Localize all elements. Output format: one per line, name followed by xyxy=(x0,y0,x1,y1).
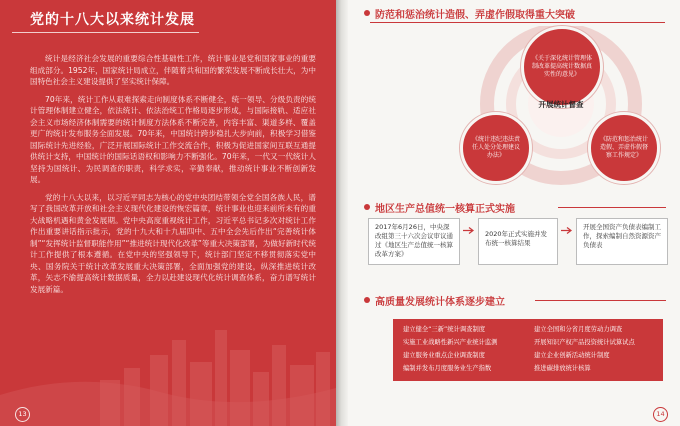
table-cell: 实施工业战略性新兴产业统计监测 xyxy=(403,339,498,346)
bubble-inspection-rules: 《防范和惩治统计造假、弄虚作假督察工作规定》 xyxy=(588,112,660,184)
bullet-dot-icon xyxy=(364,204,370,210)
table-cell: 编制并发布月度服务业生产指数 xyxy=(403,365,492,372)
supervision-diagram xyxy=(466,26,680,186)
timeline-step-balance-sheet: 开展全国资产负债表编制工作，探索编制自然资源资产负债表 xyxy=(576,218,668,265)
bullet-dot-icon xyxy=(364,10,370,16)
statistics-system-table xyxy=(393,319,663,381)
section-heading xyxy=(348,5,680,21)
left-page xyxy=(0,0,336,426)
section-divider xyxy=(370,22,665,23)
timeline-step-2020: 2020年正式实施并发布统一核算结果 xyxy=(478,218,558,265)
book-spine xyxy=(336,0,348,426)
table-cell: 建立服务业重点企业调查制度 xyxy=(403,352,485,359)
body-paragraph: 统计是经济社会发展的重要综合性基础性工作，统计事业是党和国家事业的重要组成部分。1952年，国家统计局成立，伴随着共和国的繁荣发展不断成长壮大，为中国特色社会主义建设提供了坚实统计保障。 xyxy=(30,54,316,86)
section-title: 地区生产总值统一核算正式实施 xyxy=(375,204,515,215)
timeline-step-2017: 2017年6月26日，中央深改组第三十六次会议审议通过《地区生产总值统一核算改革方案》 xyxy=(368,218,460,265)
title-underline xyxy=(12,32,199,33)
section-title: 防范和惩治统计造假、弄虚作假取得重大突破 xyxy=(375,10,575,21)
arrow-right-icon xyxy=(561,227,573,234)
body-paragraph: 70年来，统计工作从艰难探索走向制度体系不断健全，统一领导、分级负责的统计管理体制建立健全，依法统计、依法治统工作格局逐步形成，与国际接轨、适应社会主义市场经济体制需要的统计制度方法体系不断完善，内容丰富、渠道多样、覆盖更广的统计发布服务全面发展。70年来，中国统计跨步稳扎大步向前，积极学习借鉴国际统计先进经验，广泛开展国际统计工作交流合作，积极为促进国家间互联互通提供统计支持，中国统计的国际话语权和影响力不断强化。70年来，一代又一代统计人坚持为国统计、为民调查的职责，科学求实，辛勤奉献，推动统计事业不断创新发展。 xyxy=(30,94,316,184)
left-body-text xyxy=(30,53,316,301)
section-divider xyxy=(558,207,666,208)
right-page xyxy=(348,0,680,426)
section-divider xyxy=(535,300,666,301)
table-cell: 推进碳排放统计核算 xyxy=(534,365,591,372)
bubble-disciplinary-measures: 《统计违纪违法责任人处分处理建议办法》 xyxy=(460,112,532,184)
bullet-dot-icon xyxy=(364,297,370,303)
right-page-number: 14 xyxy=(653,407,668,422)
table-cell: 建立企业创新活动统计制度 xyxy=(534,352,610,359)
section-title: 高质量发展统计体系逐步建立 xyxy=(375,297,505,308)
left-page-title: 党的十八大以来统计发展 xyxy=(30,12,195,28)
body-paragraph: 党的十八大以来，以习近平同志为核心的党中央团结带领全党全国各族人民，谱写了我国改革开放和社会主义现代化建设的恢宏篇章，统计事业也迎来前所未有的重大战略机遇和黄金发展期。党中央高度重视统计工作，习近平总书记多次对统计工作作出重要讲话指示批示，党的十九大和十九届四中、五中全会先后作出“完善统计体制”“发挥统计监督职能作用”“推进统计现代化改革”等重大决策部署，为做好新时代统计工作提供了根本遵循。在党中央的坚强领导下，统计部门坚定不移贯彻落实党中央、国务院关于统计改革发展重大决策部署，全面加强党的建设，纵深推进统计改革，矢志不渝提高统计数据质量，全力以赴建设现代化统计调查体系，奋力谱写统计发展新篇。 xyxy=(30,192,316,294)
table-cell: 建立全国和分省月度劳动力调查 xyxy=(534,326,623,333)
bubble-policy-opinion: 《关于深化统计管理体制改革提高统计数据真实性的意见》 xyxy=(521,26,603,108)
arrow-right-icon xyxy=(463,227,475,234)
left-page-number: 13 xyxy=(15,407,30,422)
diagram-center-label: 开展统计督查 xyxy=(538,100,584,109)
table-cell: 开展知识产权产品投资统计试算试点 xyxy=(534,339,635,346)
table-cell: 建立健全“三新”统计调查制度 xyxy=(403,326,486,333)
